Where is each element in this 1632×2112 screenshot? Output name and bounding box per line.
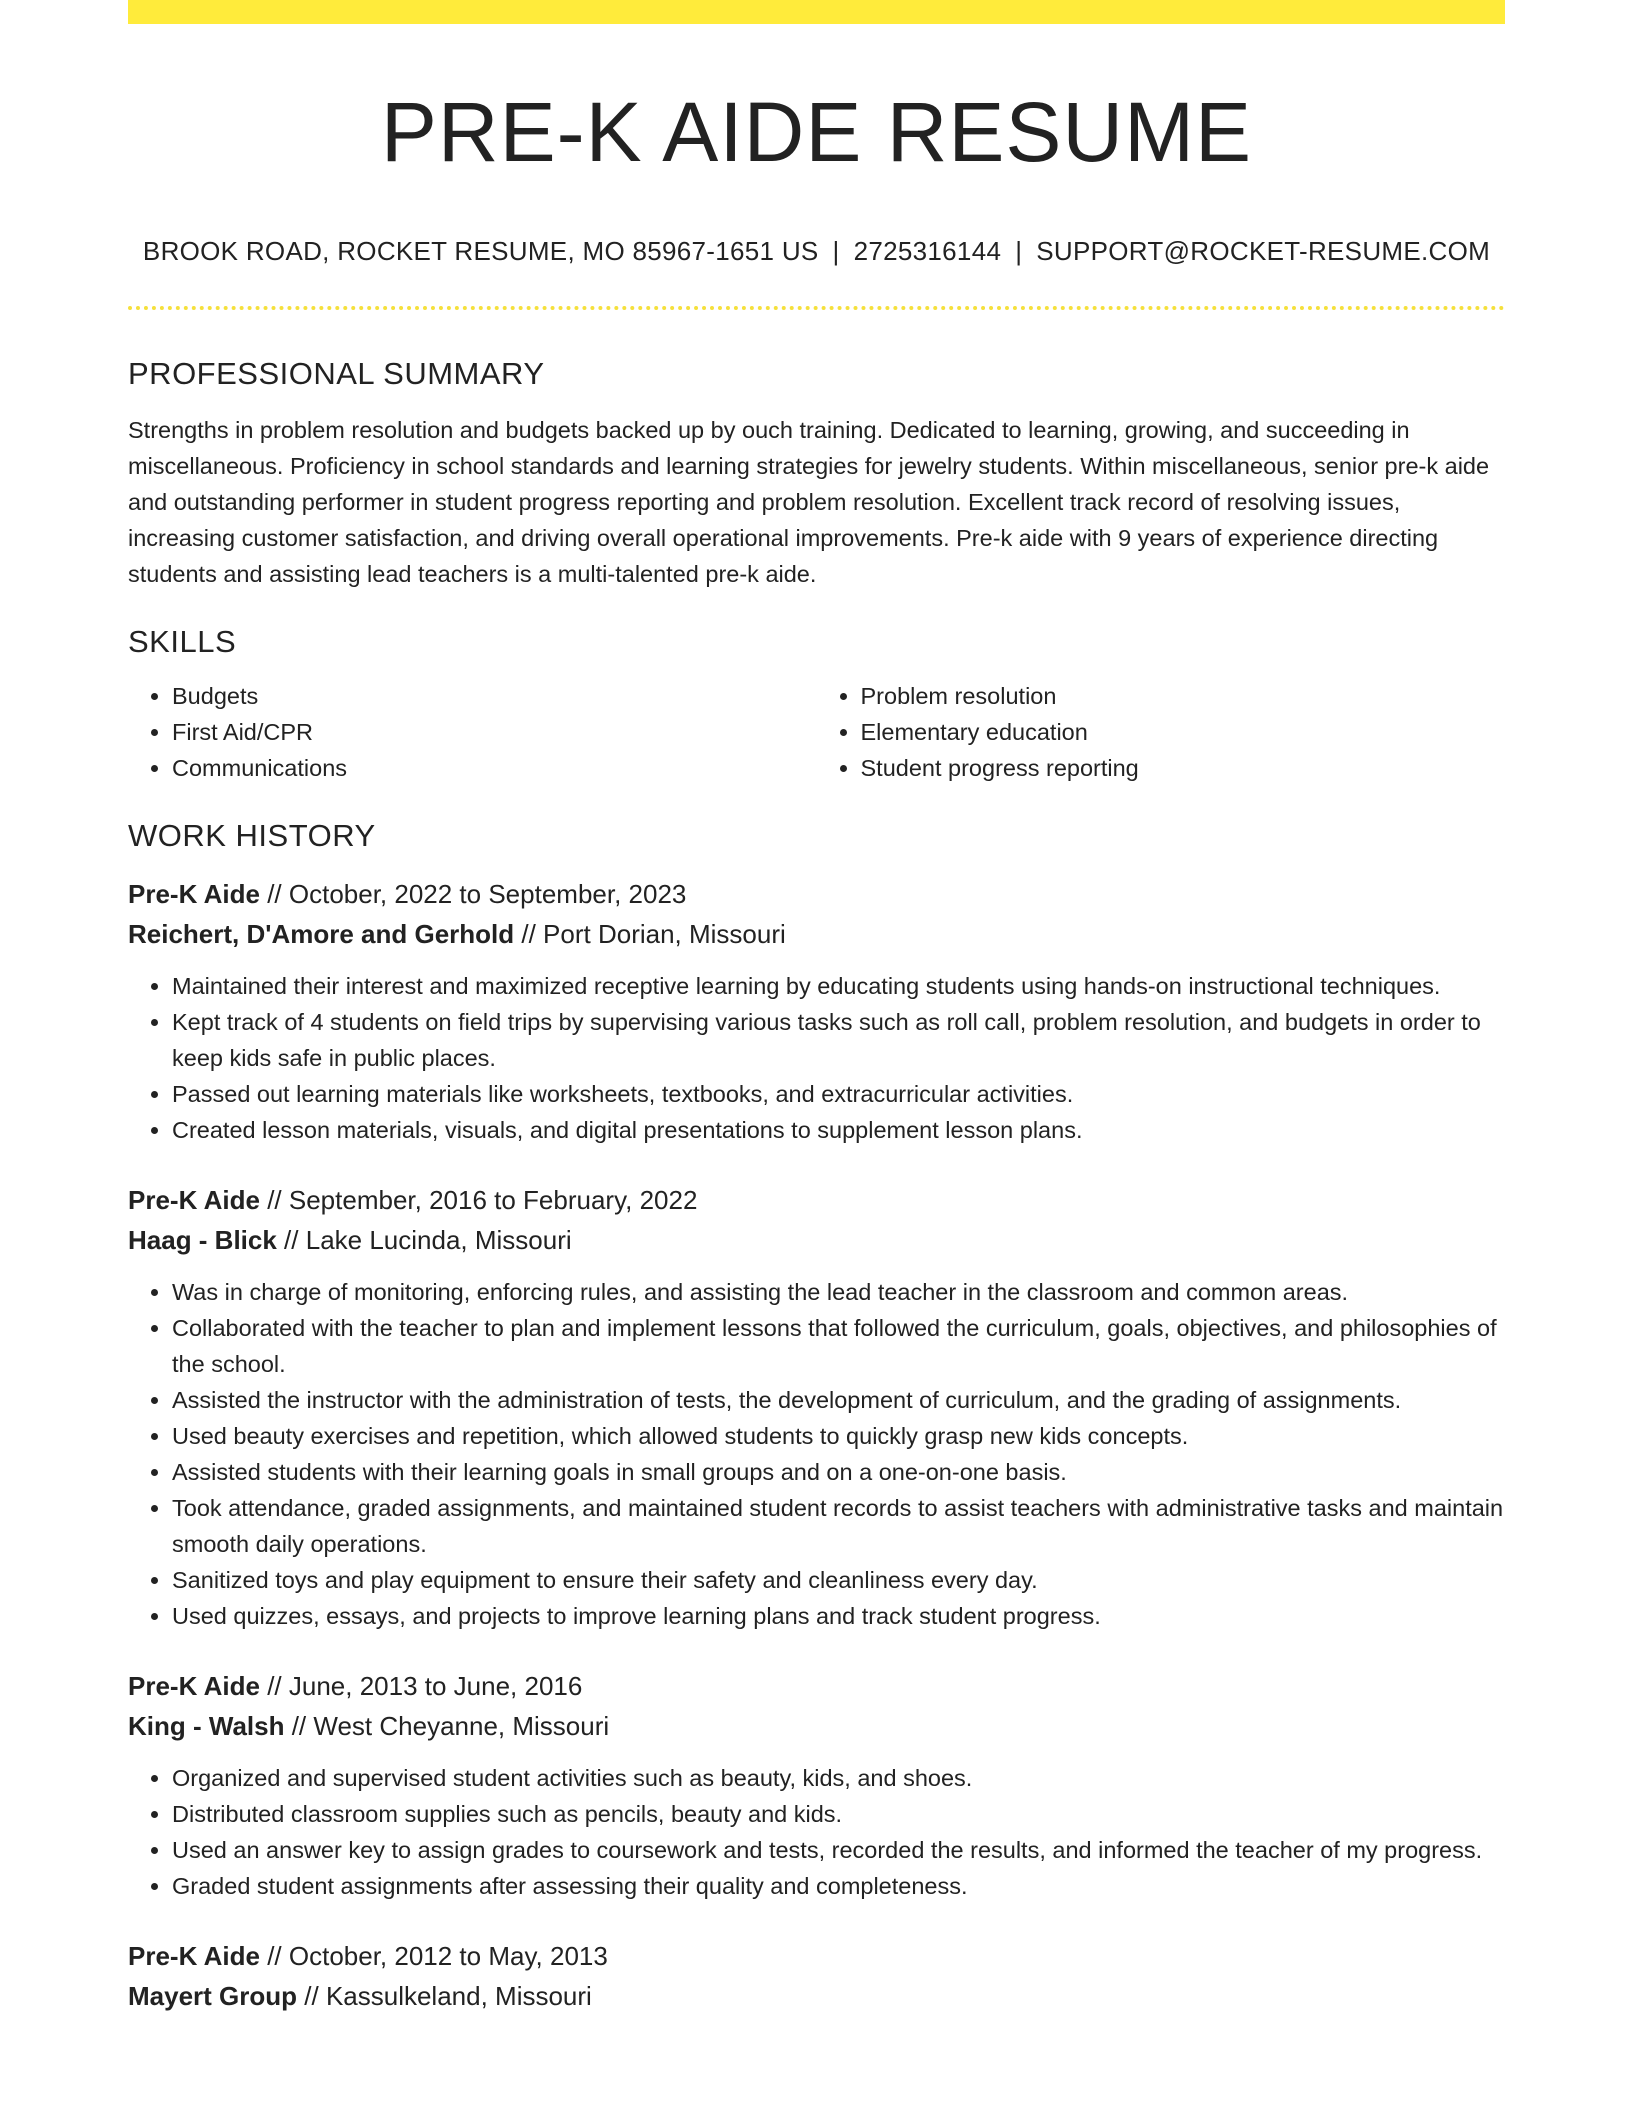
job-company: King - Walsh [128,1711,285,1741]
work-history-heading: WORK HISTORY [128,818,376,853]
contact-address: BROOK ROAD, ROCKET RESUME, MO 85967-1651 US [142,236,819,266]
skills-left-column [128,678,817,786]
skill-item: • Budgets [172,678,817,714]
job-bullets [128,1760,1505,1904]
job-title-line [128,1936,1505,1976]
job-company-line [128,1706,1505,1746]
job-bullet: • Collaborated with the teacher to plan and implement lessons that followed the curriculum, goals, objectives, and philosophies of the school. [172,1310,1505,1382]
job-separator: // [297,1981,326,2011]
job-bullet: • Assisted the instructor with the administration of tests, the development of curriculum, and the grading of assignments. [172,1382,1505,1418]
job-location: Port Dorian, Missouri [543,919,786,949]
resume-content [128,352,1505,2016]
job-dates: June, 2013 to June, 2016 [288,1671,583,1701]
job-bullet: • Passed out learning materials like worksheets, textbooks, and extracurricular activities. [172,1076,1505,1112]
contact-email: SUPPORT@ROCKET-RESUME.COM [1036,236,1491,266]
job-title: Pre-K Aide [128,1185,260,1215]
job-company: Mayert Group [128,1981,298,2011]
job-bullet: • Used beauty exercises and repetition, which allowed students to quickly grasp new kids concepts. [172,1418,1505,1454]
job-company: Reichert, D'Amore and Gerhold [128,919,515,949]
skills-right-column [817,678,1506,786]
job-bullet: • Used an answer key to assign grades to coursework and tests, recorded the results, and informed the teacher of my progress. [172,1832,1505,1868]
job-location: Kassulkeland, Missouri [325,1981,592,2011]
job-location: West Cheyanne, Missouri [313,1711,610,1741]
job-dates: October, 2022 to September, 2023 [288,879,687,909]
job-separator: // [284,1711,314,1741]
job-separator: // [259,879,289,909]
job-company: Haag - Blick [128,1225,277,1255]
job-bullet: • Assisted students with their learning goals in small groups and on a one-on-one basis. [172,1454,1505,1490]
job-bullet: • Maintained their interest and maximized receptive learning by educating students using hands-on instructional techniques. [172,968,1505,1004]
job-separator: // [259,1671,289,1701]
job-bullets [128,968,1505,1148]
job-bullet: • Used quizzes, essays, and projects to improve learning plans and track student progress. [172,1598,1505,1634]
skill-item: • Elementary education [861,714,1506,750]
job-bullet: • Graded student assignments after assessing their quality and completeness. [172,1868,1505,1904]
contact-line [128,236,1505,267]
job-bullet: • Distributed classroom supplies such as pencils, beauty and kids. [172,1796,1505,1832]
job-entry [128,874,1505,1148]
contact-separator: | [1015,236,1023,266]
skills-heading: SKILLS [128,624,237,659]
job-separator: // [276,1225,306,1255]
dotted-divider [128,306,1505,310]
job-bullet: • Was in charge of monitoring, enforcing rules, and assisting the lead teacher in the classroom and common areas. [172,1274,1505,1310]
summary-text: Strengths in problem resolution and budgets backed up by ouch training. Dedicated to learning, growing, and succeeding in miscellaneous. Proficiency in school standards and learning strategies for jewelry students. Within miscellaneous, senior pre-k aide and outstanding performer in student progress reporting and problem resolution. Excellent track record of resolving issues, increasing customer satisfaction, and driving overall operational improvements. Pre-k aide with 9 years of experience directing students and assisting lead teachers is a multi-talented pre-k aide. [128,417,1490,587]
skill-item: • First Aid/CPR [172,714,817,750]
job-title: Pre-K Aide [128,1671,260,1701]
job-bullet: • Kept track of 4 students on field trips by supervising various tasks such as roll call, problem resolution, and budgets in order to keep kids safe in public places. [172,1004,1505,1076]
job-company-line [128,1220,1505,1260]
job-bullet: • Created lesson materials, visuals, and digital presentations to supplement lesson plans. [172,1112,1505,1148]
skill-item: • Student progress reporting [861,750,1506,786]
job-entry [128,1936,1505,2016]
job-title-line [128,1180,1505,1220]
job-separator: // [514,919,544,949]
job-dates: October, 2012 to May, 2013 [288,1941,608,1971]
summary-heading: PROFESSIONAL SUMMARY [128,356,545,391]
job-title: Pre-K Aide [128,879,260,909]
job-location: Lake Lucinda, Missouri [305,1225,572,1255]
job-entry [128,1666,1505,1904]
skills-list [128,678,1505,786]
contact-phone: 2725316144 [853,236,1002,266]
job-bullets [128,1274,1505,1634]
job-bullet: • Sanitized toys and play equipment to ensure their safety and cleanliness every day. [172,1562,1505,1598]
job-separator: // [259,1941,289,1971]
job-company-line [128,1976,1505,2016]
skill-item: • Communications [172,750,817,786]
job-dates: September, 2016 to February, 2022 [288,1185,698,1215]
contact-separator: | [832,236,840,266]
skill-item: • Problem resolution [861,678,1506,714]
job-bullet: • Took attendance, graded assignments, and maintained student records to assist teachers with administrative tasks and maintain smooth daily operations. [172,1490,1505,1562]
job-title-line [128,1666,1505,1706]
job-bullet: • Organized and supervised student activities such as beauty, kids, and shoes. [172,1760,1505,1796]
resume-title: PRE-K AIDE RESUME [380,85,1253,179]
job-title: Pre-K Aide [128,1941,260,1971]
job-entry [128,1180,1505,1634]
job-separator: // [259,1185,289,1215]
accent-bar [128,0,1505,24]
job-title-line [128,874,1505,914]
job-company-line [128,914,1505,954]
